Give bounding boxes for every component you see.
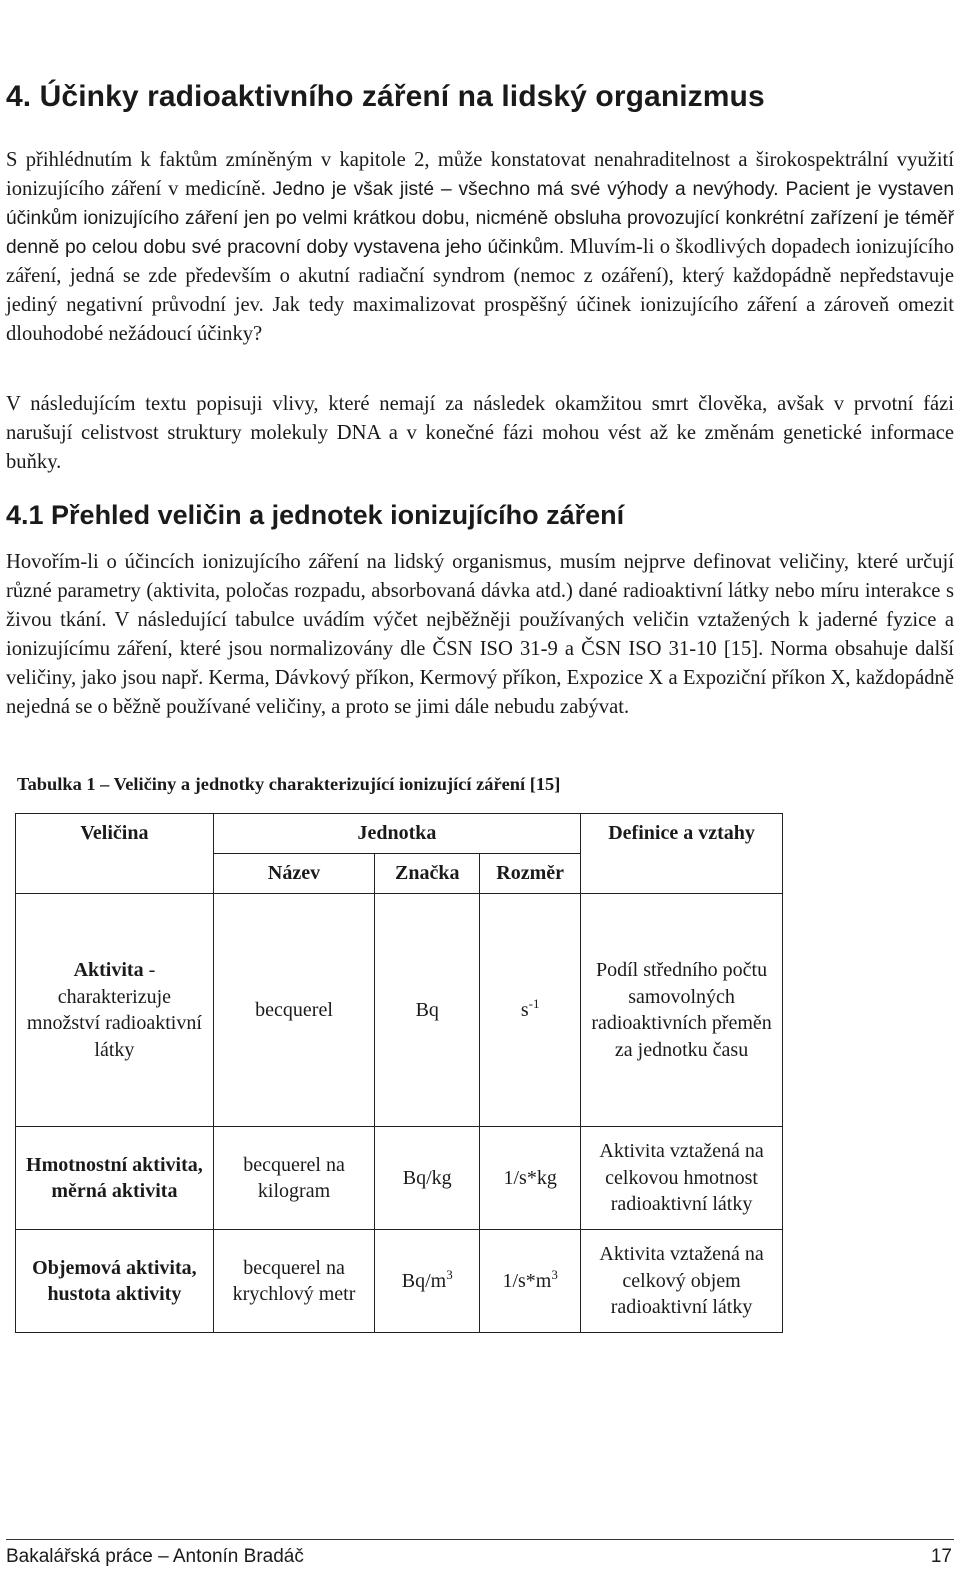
- section-heading: 4.1 Přehled veličin a jednotek ionizujícího záření: [6, 500, 625, 530]
- dimension-base: 1/s*m: [502, 1269, 552, 1292]
- page-number: 17: [930, 1546, 952, 1567]
- symbol-base: Bq/m: [401, 1269, 447, 1292]
- header-definition: Definice a vztahy: [581, 814, 783, 894]
- header-name: Název: [213, 854, 374, 894]
- paragraph-intro: [6, 146, 954, 349]
- quantity-bold: Hmotnostní aktivita, měrná aktivita: [26, 1153, 203, 1202]
- cell-dimension: 1/s*kg: [480, 1127, 581, 1230]
- quantity-bold: Objemová aktivita, hustota aktivity: [32, 1256, 197, 1305]
- quantity-rest: - charakterizuje množství radioaktivní látky: [26, 959, 202, 1061]
- cell-name: becquerel: [213, 894, 374, 1127]
- dimension-exponent: 3: [551, 1266, 558, 1282]
- header-unit: Jednotka: [213, 814, 580, 854]
- header-symbol: Značka: [375, 854, 480, 894]
- cell-name: becquerel na krychlový metr: [213, 1230, 374, 1333]
- quantities-table: [15, 813, 783, 1333]
- cell-dimension: [480, 894, 581, 1127]
- cell-quantity: [16, 894, 214, 1127]
- table-row: [16, 1127, 783, 1230]
- cell-symbol: Bq/kg: [375, 1127, 480, 1230]
- cell-definition: Podíl středního počtu samovolných radioaktivních přeměn za jednotku času: [581, 894, 783, 1127]
- table-row: [16, 894, 783, 1127]
- quantity-bold: Aktivita: [73, 959, 144, 981]
- symbol-exponent: 3: [446, 1266, 453, 1282]
- paragraph-dna: V následujícím textu popisuji vlivy, které nemají za následek okamžitou smrt člověka, avšak v prvotní fázi narušují celistvost struktury molekuly DNA a v konečné fázi mohou vést až ke změnám genetické informace buňky.: [6, 393, 954, 473]
- table-row: [16, 1230, 783, 1333]
- cell-quantity: [16, 1230, 214, 1333]
- dimension-base: s: [520, 998, 529, 1021]
- footer-author: Bakalářská práce – Antonín Bradáč: [6, 1546, 304, 1567]
- cell-quantity: [16, 1127, 214, 1230]
- cell-definition: Aktivita vztažená na celkový objem radioaktivní látky: [581, 1230, 783, 1333]
- paragraph-intro-sans: Jedno je však jisté – všechno má své výhody a nevýhody. Pacient je vystaven účinkům ionizujícího záření jen po velmi krátkou dobu, nicméně obsluha provozující konkrétní zařízení je téměř denně po celou dobu své pracovní doby vystavena jeho účinkům.: [6, 179, 954, 258]
- header-quantity: Veličina: [16, 814, 214, 894]
- cell-name: becquerel na kilogram: [213, 1127, 374, 1230]
- dimension-exponent: -1: [528, 995, 540, 1011]
- cell-dimension: [480, 1230, 581, 1333]
- paragraph-quantities: Hovořím-li o účincích ionizujícího záření na lidský organismus, musím nejprve definovat veličiny, které určují různé parametry (aktivita, poločas rozpadu, absorbovaná dávka atd.) dané radioaktivní látky nebo míru interakce s živou tkání. V následující tabulce uvádím výčet nejběžněji používaných veličin vztažených k jaderné fyzice a ionizujícímu záření, které jsou normalizovány dle ČSN ISO 31-9 a ČSN ISO 31-10 [15]. Norma obsahuje další veličiny, jako jsou např. Kerma, Dávkový příkon, Kermový příkon, Expozice X a Expoziční příkon X, každopádně nejedná se o běžně používané veličiny, a proto se jimi dále nebudu zabývat.: [6, 551, 954, 718]
- paragraph-intro-serif-2: Mluvím-li o škodlivých dopadech ionizujícího záření, jedná se zde především o akutní radiační syndrom (nemoc z ozáření), který každopádně nepředstavuje jediný negativní průvodní jev. Jak tedy maximalizovat prospěšný účinek ionizujícího záření a zároveň omezit dlouhodobé nežádoucí účinky?: [6, 236, 954, 345]
- cell-symbol: [375, 1230, 480, 1333]
- table-caption: Tabulka 1 – Veličiny a jednotky charakterizující ionizující záření [15]: [17, 774, 561, 794]
- header-dimension: Rozměr: [480, 854, 581, 894]
- table-header-row: [16, 814, 783, 854]
- cell-symbol: Bq: [375, 894, 480, 1127]
- footer-divider: [6, 1539, 954, 1540]
- cell-definition: Aktivita vztažená na celkovou hmotnost radioaktivní látky: [581, 1127, 783, 1230]
- chapter-heading: 4. Účinky radioaktivního záření na lidský organizmus: [6, 80, 765, 113]
- paragraph-intro-serif: S přihlédnutím k faktům zmíněným v kapitole 2, může konstatovat nenahraditelnost a širokospektrální využití ionizujícího záření v medicíně.: [6, 149, 954, 200]
